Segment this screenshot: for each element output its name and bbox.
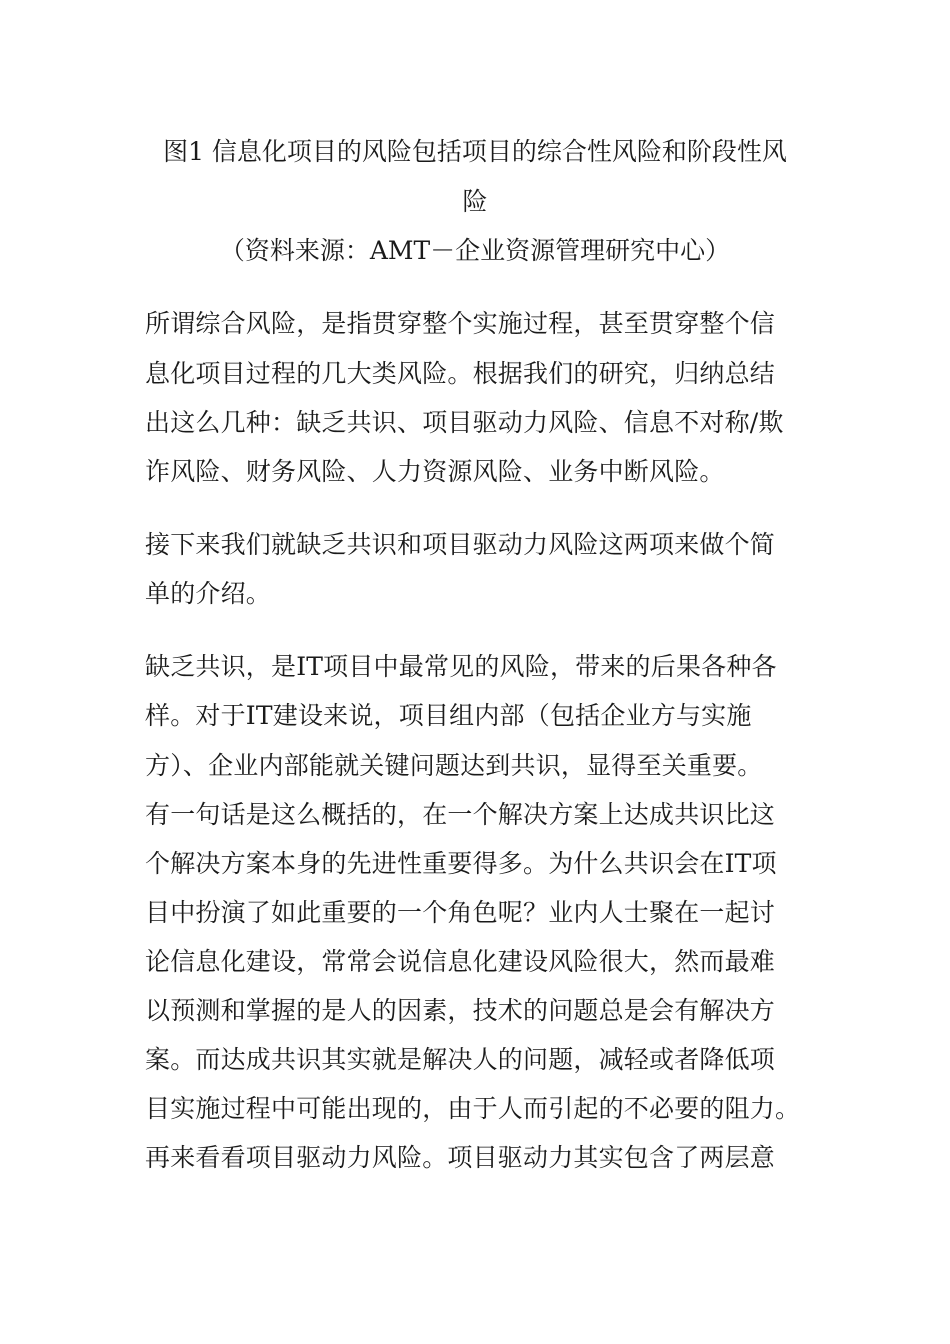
paragraph-1-line-1: 所谓综合风险，是指贯穿整个实施过程，甚至贯穿整个信 (145, 309, 776, 338)
paragraph-3-line-5: 个解决方案本身的先进性重要得多。为什么共识会在IT项 (145, 849, 777, 878)
paragraph-1-line-3: 出这么几种：缺乏共识、项目驱动力风险、信息不对称/欺 (145, 408, 784, 437)
paragraph-3-line-1: 缺乏共识，是IT项目中最常见的风险，带来的后果各种各 (145, 652, 777, 681)
figure-caption-source: （资料来源：AMT－企业资源管理研究中心） (219, 236, 731, 265)
paragraph-2-line-2: 单的介绍。 (145, 579, 272, 608)
paragraph-3-line-4: 有一句话是这么概括的，在一个解决方案上达成共识比这 (145, 800, 776, 829)
paragraph-3-line-6: 目中扮演了如此重要的一个角色呢？业内人士聚在一起讨 (145, 898, 776, 927)
paragraph-3-line-8: 以预测和掌握的是人的因素，技术的问题总是会有解决方 (145, 996, 776, 1025)
figure-caption-title-line-1: 图1 信息化项目的风险包括项目的综合性风险和阶段性风 (163, 137, 787, 166)
paragraph-3-line-9: 案。而达成共识其实就是解决人的问题，减轻或者降低项 (145, 1045, 776, 1074)
paragraph-3-line-7: 论信息化建设，常常会说信息化建设风险很大，然而最难 (145, 947, 776, 976)
paragraph-3-line-2: 样。对于IT建设来说，项目组内部（包括企业方与实施 (145, 701, 752, 730)
paragraph-2-line-1: 接下来我们就缺乏共识和项目驱动力风险这两项来做个简 (145, 530, 776, 559)
figure-caption-title-line-2: 险 (462, 187, 488, 216)
paragraph-1-line-2: 息化项目过程的几大类风险。根据我们的研究，归纳总结 (145, 359, 776, 388)
paragraph-3-line-3: 方）、企业内部能就关键问题达到共识，显得至关重要。 (145, 751, 763, 780)
paragraph-3-line-11: 再来看看项目驱动力风险。项目驱动力其实包含了两层意 (145, 1143, 776, 1172)
paragraph-1-line-4: 诈风险、财务风险、人力资源风险、业务中断风险。 (145, 457, 725, 486)
paragraph-3-line-10: 目实施过程中可能出现的，由于人而引起的不必要的阻力。 (145, 1094, 801, 1123)
